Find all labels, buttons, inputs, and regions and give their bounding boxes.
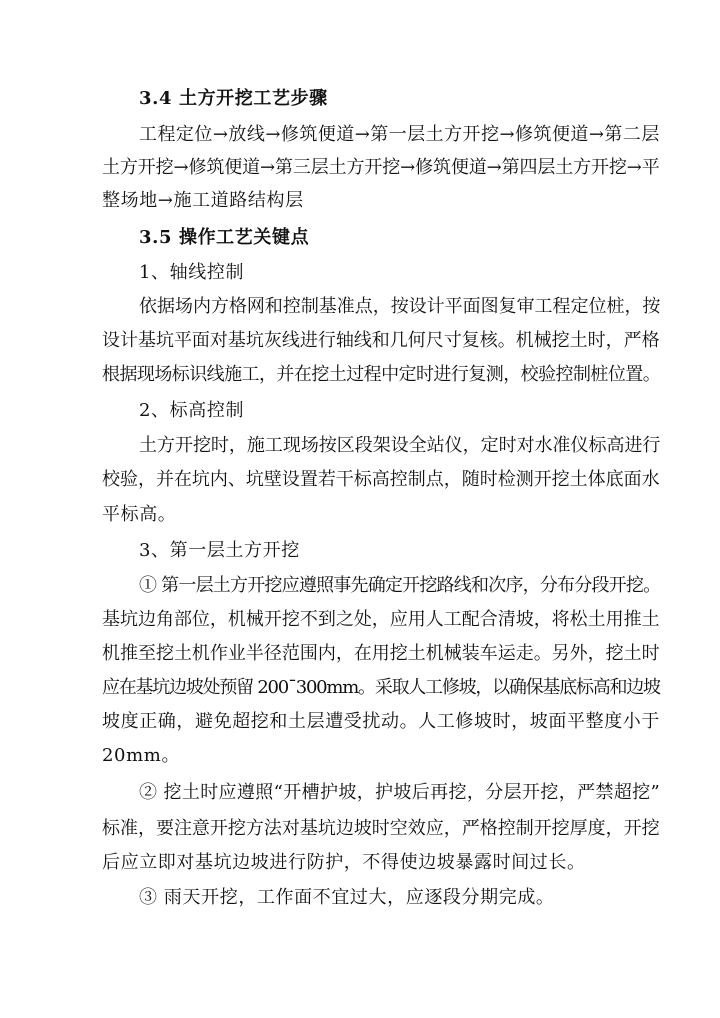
- paragraph-line: 标准，要注意开挖方法对基坑边坡时空效应，严格控制开挖厚度，开挖: [102, 818, 660, 839]
- paragraph-line: 设计基坑平面对基坑灰线进行轴线和几何尺寸复核。机械挖土时，严格: [102, 330, 660, 351]
- section-heading-3-4: 3.4 土方开挖工艺步骤: [139, 88, 328, 109]
- paragraph-line: 后应立即对基坑边坡进行防护，不得使边坡暴露时间过长。: [102, 852, 586, 873]
- paragraph-line: 校验，并在坑内、坑壁设置若干标高控制点，随时检测开挖土体底面水: [102, 469, 660, 490]
- paragraph-line: ① 第一层土方开挖应遵照事先确定开挖路线和次序，分布分段开挖。: [139, 575, 661, 596]
- paragraph-line: 土方开挖→修筑便道→第三层土方开挖→修筑便道→第四层土方开挖→平: [102, 157, 660, 178]
- paragraph-line: 根据现场标识线施工，并在挖土过程中定时进行复测，校验控制桩位置。: [102, 364, 661, 385]
- paragraph-line: 平标高。: [102, 504, 177, 525]
- paragraph-line: ③ 雨天开挖，工作面不宜过大，应逐段分期完成。: [139, 887, 555, 908]
- paragraph-line: 应在基坑边坡处预留 200¯300mm。采取人工修坡，以确保基底标高和边坡: [102, 677, 660, 698]
- paragraph-line: 机推至挖土机作业半径范围内，在用挖土机械装车运走。另外，挖土时: [102, 643, 660, 664]
- paragraph-line: 基坑边角部位，机械开挖不到之处，应用人工配合清坡，将松土用推土: [102, 609, 660, 630]
- section-heading-3-5: 3.5 操作工艺关键点: [139, 227, 310, 248]
- paragraph-line: 整场地→施工道路结构层: [102, 190, 304, 211]
- item-title-elevation-control: 2、标高控制: [139, 400, 245, 421]
- paragraph-line: 坡度正确，避免超挖和土层遭受扰动。人工修坡时，坡面平整度小于: [102, 711, 660, 732]
- paragraph-line: ② 挖土时应遵照“开槽护坡，护坡后再挖，分层开挖，严禁超挖”: [139, 782, 661, 803]
- item-title-axis-control: 1、轴线控制: [139, 262, 245, 283]
- item-title-first-layer-excavation: 3、第一层土方开挖: [139, 540, 300, 561]
- paragraph-line: 20mm。: [102, 745, 181, 766]
- paragraph-line: 土方开挖时，施工现场按区段架设全站仪，定时对水准仪标高进行: [139, 435, 661, 456]
- paragraph-line: 工程定位→放线→修筑便道→第一层土方开挖→修筑便道→第二层: [139, 124, 660, 145]
- paragraph-line: 依据场内方格网和控制基准点，按设计平面图复审工程定位桩，按: [139, 296, 661, 317]
